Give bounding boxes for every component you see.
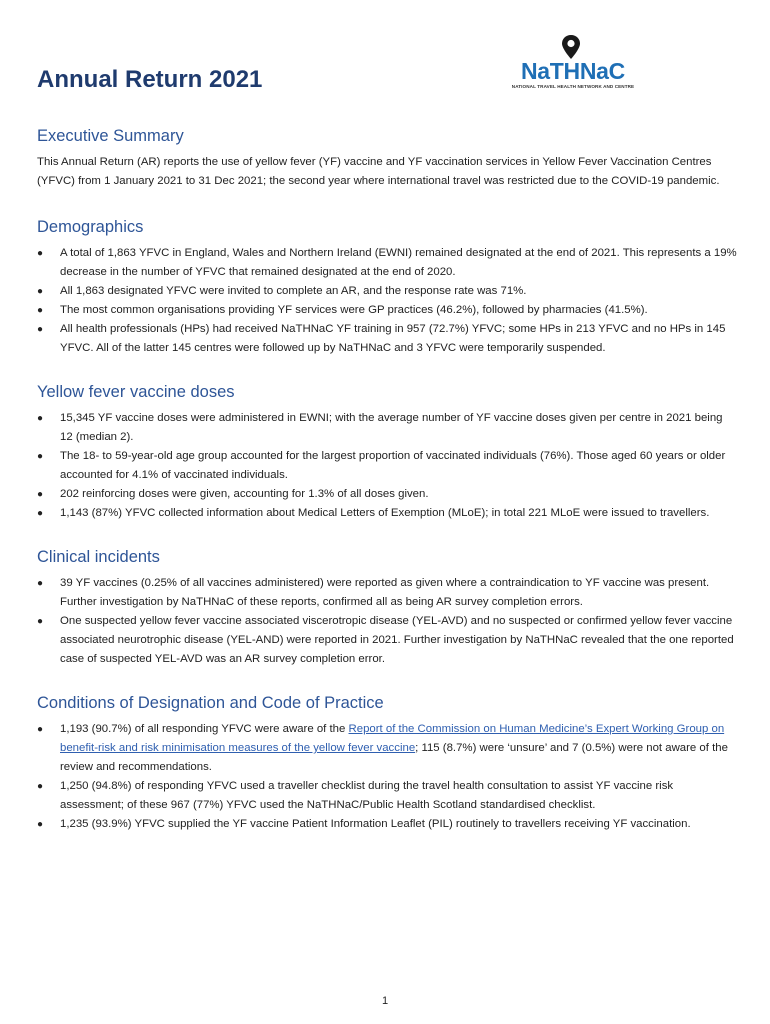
list-item-text: 1,235 (93.9%) YFVC supplied the YF vaccine Patient Information Leaflet (PIL) routinely to travellers receiving YF vaccination. [60,818,691,830]
list-item-text: All health professionals (HPs) had received NaTHNaC YF training in 957 (72.7%) YFVC; some HPs in 213 YFVC and no HPs in 145 YFVC. All of the latter 145 centres were followed up by NaTHNaC and 3 YFVC were temporarily suspended. [60,323,726,354]
vaccine-doses-heading: Yellow fever vaccine doses [37,383,235,401]
list-item [37,320,737,358]
bullet-icon: ● [37,578,44,589]
list-item [37,612,737,669]
bullet-icon: ● [37,305,44,316]
vaccine-doses-section [37,380,737,523]
executive-summary-text: This Annual Return (AR) reports the use of yellow fever (YF) vaccine and YF vaccination services in Yellow Fever Vaccination Centres (YFVC) from 1 January 2021 to 31 Dec 2021; the second year where international travel was restricted due to the COVID-19 pandemic. [37,156,720,187]
list-item [37,485,737,504]
clinical-incidents-heading: Clinical incidents [37,548,160,566]
vaccine-doses-list [37,409,737,523]
bullet-icon: ● [37,616,44,627]
bullet-icon: ● [37,489,44,500]
list-item [37,447,737,485]
list-item [37,815,737,834]
list-item-text: 202 reinforcing doses were given, accounting for 1.3% of all doses given. [60,488,429,500]
list-item-text-post: ; 115 (8.7%) were ‘unsure’ and 7 (0.5%) were not aware of the review and recommendations. [60,742,728,773]
document-body [37,124,737,856]
executive-summary-heading: Executive Summary [37,127,184,145]
list-item-text: 15,345 YF vaccine doses were administered in EWNI; with the average number of YF vaccine doses given per centre in 2021 being 12 (median 2). [60,412,723,443]
executive-summary-section [37,124,737,191]
expert-working-group-report-link[interactable]: Report of the Commission on Human Medicine’s Expert Working Group on benefit-risk and risk minimisation measures of the yellow fever vaccine [60,723,725,754]
bullet-icon: ● [37,413,44,424]
demographics-section [37,215,737,358]
nathnac-logo [500,34,646,92]
clinical-incidents-list [37,574,737,669]
list-item-text: 39 YF vaccines (0.25% of all vaccines administered) were reported as given where a contraindication to YF vaccine was present. Further investigation by NaTHNaC of these reports, confirmed all as being AR survey completion errors. [60,577,710,608]
list-item [37,777,737,815]
list-item-text: 1,250 (94.8%) of responding YFVC used a traveller checklist during the travel health consultation to assist YF vaccine risk assessment; of these 967 (77%) YFVC used the NaTHNaC/Public Health Scotland standardised checklist. [60,780,674,811]
list-item [37,574,737,612]
conditions-heading: Conditions of Designation and Code of Practice [37,694,384,712]
conditions-list [37,720,737,834]
bullet-icon: ● [37,451,44,462]
list-item-text-pre: 1,193 (90.7%) of all responding YFVC were aware of the [60,723,349,735]
bullet-icon: ● [37,819,44,830]
list-item [37,282,737,301]
list-item-text: All 1,863 designated YFVC were invited to complete an AR, and the response rate was 71%. [60,285,527,297]
list-item-text: The 18- to 59-year-old age group accounted for the largest proportion of vaccinated individuals (76%). Those aged 60 years or older accounted for 4.1% of vaccinated individuals. [60,450,726,481]
logo-wordmark: NaTHNaC [521,58,625,84]
bullet-icon: ● [37,724,44,735]
conditions-section [37,691,737,834]
list-item-text: The most common organisations providing YF services were GP practices (46.2%), followed by pharmacies (41.5%). [60,304,648,316]
list-item [37,301,737,320]
bullet-icon: ● [37,508,44,519]
list-item [37,409,737,447]
clinical-incidents-section [37,545,737,669]
bullet-icon: ● [37,248,44,259]
page-title: Annual Return 2021 [37,66,263,93]
list-item [37,504,737,523]
list-item-text: 1,143 (87%) YFVC collected information about Medical Letters of Exemption (MLoE); in total 221 MLoE were issued to travellers. [60,507,710,519]
list-item-text: One suspected yellow fever vaccine associated viscerotropic disease (YEL-AVD) and no suspected or confirmed yellow fever vaccine associated neurotrophic disease (YEL-AND) were reported in 2021. Further investigation by NaTHNaC revealed that the one reported case of suspected YEL-AVD was an AR survey completion error. [60,615,734,665]
list-item [37,244,737,282]
logo-subtitle: NATIONAL TRAVEL HEALTH NETWORK AND CENTRE [511,84,635,89]
bullet-icon: ● [37,324,44,335]
list-item [37,720,737,777]
location-pin-icon [560,34,582,60]
demographics-list [37,244,737,358]
bullet-icon: ● [37,286,44,297]
page-number: 1 [381,995,389,1007]
demographics-heading: Demographics [37,218,144,236]
list-item-text: A total of 1,863 YFVC in England, Wales and Northern Ireland (EWNI) remained designated at the end of 2021. This represents a 19% decrease in the number of YFVC that remained designated at the end of 2020. [60,247,737,278]
bullet-icon: ● [37,781,44,792]
